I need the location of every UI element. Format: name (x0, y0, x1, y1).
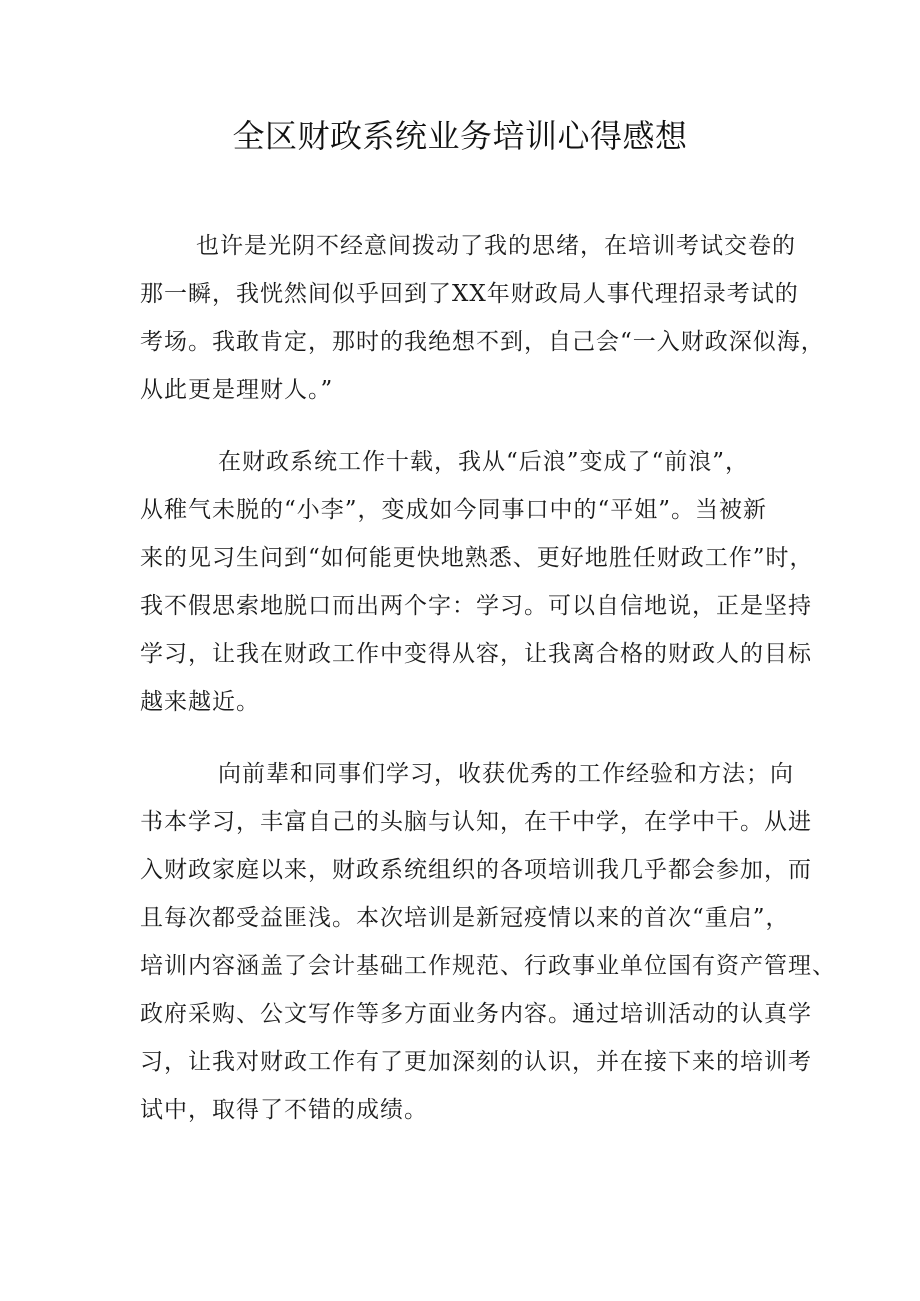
paragraph-line: 试中，取得了不错的成绩。 (140, 1097, 428, 1123)
paragraph-line: 那一瞬，我恍然间似乎回到了XX年财政局人事代理招录考试的 (140, 281, 799, 307)
paragraph-line: 来的见习生问到“如何能更快地熟悉、更好地胜任财政工作”时， (140, 545, 814, 571)
paragraph-line: 从稚气未脱的“小李”，变成如今同事口中的“平姐”。当被新 (140, 497, 768, 523)
paragraph-line: 向前辈和同事们学习，收获优秀的工作经验和方法；向 (218, 761, 794, 787)
paragraph-line: 书本学习，丰富自己的头脑与认知，在干中学，在学中干。从进 (140, 809, 812, 835)
paragraph-line: 入财政家庭以来，财政系统组织的各项培训我几乎都会参加，而 (140, 857, 812, 883)
paragraph-line: 在财政系统工作十载，我从“后浪”变成了“前浪”， (218, 449, 750, 475)
paragraph-3 (140, 750, 836, 1134)
document-title: 全区财政系统业务培训心得感想 (232, 117, 688, 155)
paragraph-line: 学习，让我在财政工作中变得从容，让我离合格的财政人的目标 (140, 641, 812, 667)
paragraph-line: 考场。我敢肯定，那时的我绝想不到，自己会“一入财政深似海， (140, 329, 825, 355)
paragraph-line: 习，让我对财政工作有了更加深刻的认识，并在接下来的培训考 (140, 1049, 812, 1075)
paragraph-line: 且每次都受益匪浅。本次培训是新冠疫情以来的首次“重启”， (140, 905, 790, 931)
paragraph-line: 也许是光阴不经意间拨动了我的思绪，在培训考试交卷的 (196, 233, 796, 259)
paragraph-line: 培训内容涵盖了会计基础工作规范、行政事业单位国有资产管理、 (140, 953, 836, 979)
paragraph-1 (140, 222, 825, 414)
document-body (140, 222, 836, 1158)
paragraph-line: 政府采购、公文写作等多方面业务内容。通过培训活动的认真学 (140, 1001, 812, 1027)
paragraph-line: 我不假思索地脱口而出两个字：学习。可以自信地说，正是坚持 (140, 593, 812, 619)
paragraph-2 (140, 438, 814, 726)
paragraph-line: 从此更是理财人。” (140, 377, 334, 403)
paragraph-line: 越来越近。 (140, 689, 260, 715)
